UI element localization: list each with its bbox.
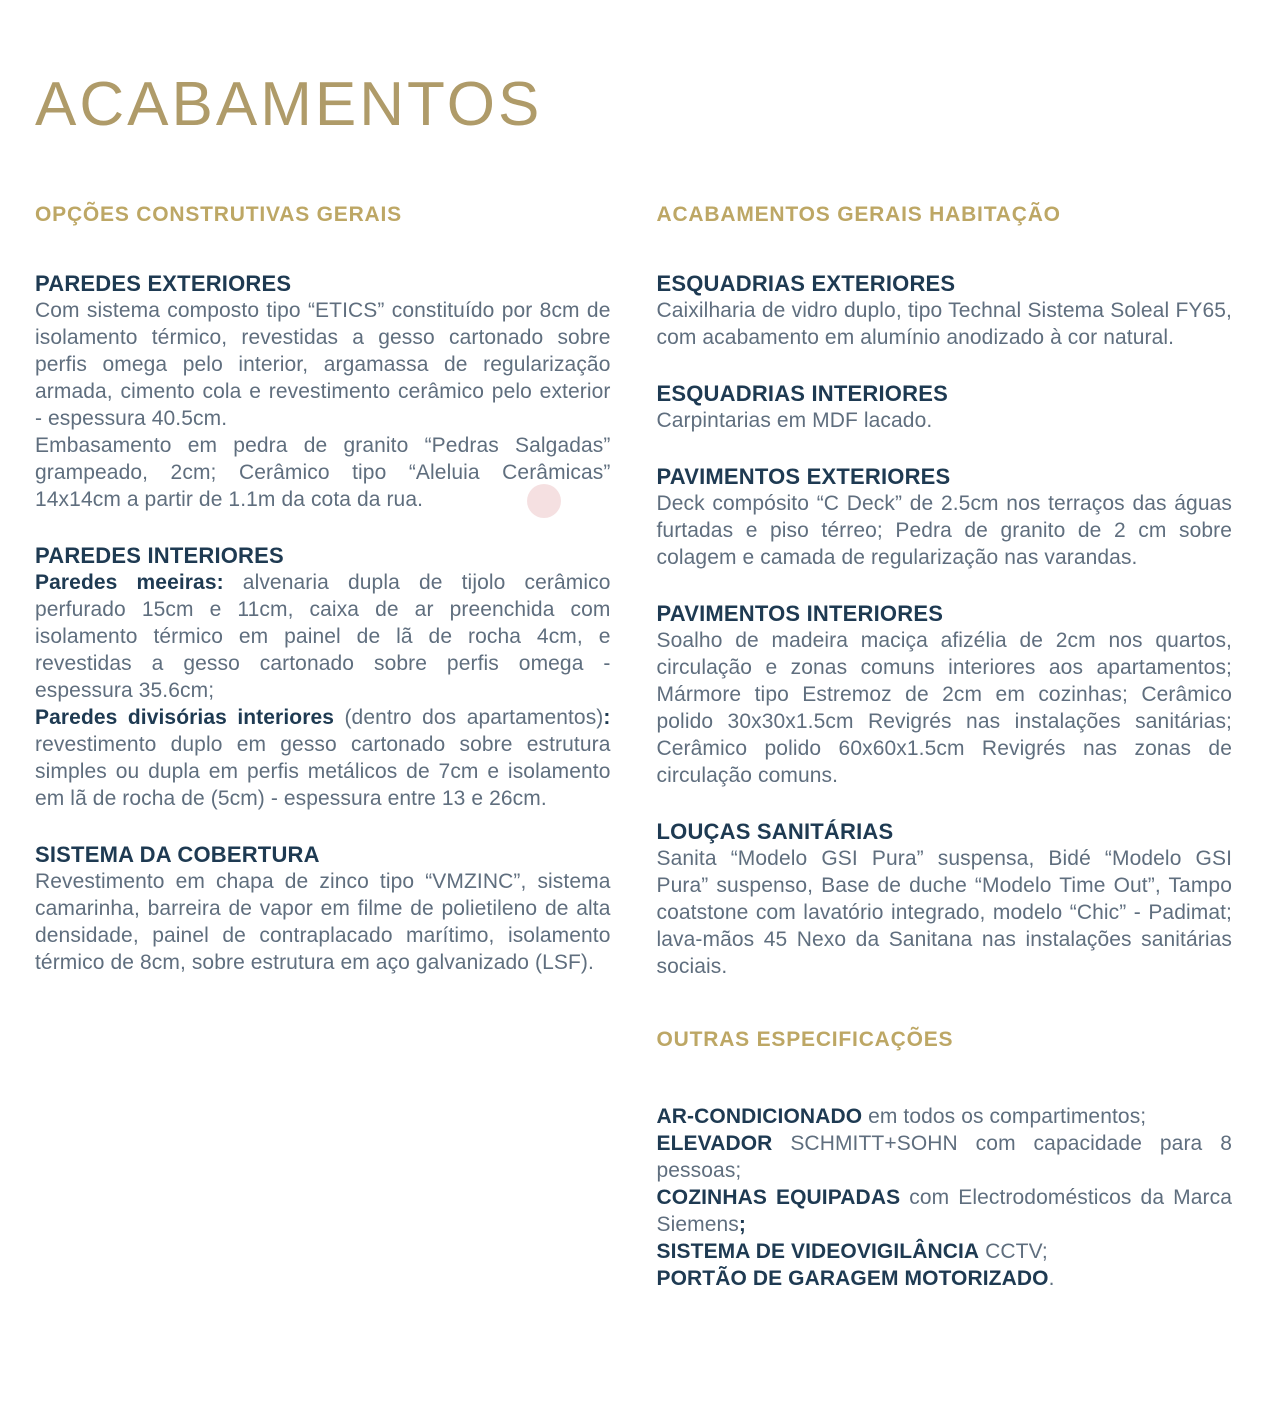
text-run: alvenaria dupla de tijolo cerâmico perfurado 15cm e 11cm, caixa de ar preenchida com isolamento térmico em painel de lã de rocha 4cm, e revestidas a gesso cartonado sobre perfis omega - espessura 35.6cm;: [35, 571, 611, 703]
content-section: [657, 818, 1233, 980]
spec-list: [657, 1103, 1233, 1292]
section-title: ESQUADRIAS EXTERIORES: [656, 271, 956, 297]
section-title: SISTEMA DA COBERTURA: [35, 842, 320, 868]
text-run: (dentro dos apartamentos): [334, 706, 604, 730]
text-run: Deck compósito “C Deck” de 2.5cm nos terraços das águas furtadas e piso térreo; Pedra de granito de 2 cm sobre colagem e camada de regularização nas varandas.: [656, 492, 1232, 570]
text-run: Com sistema composto tipo “ETICS” constituído por 8cm de isolamento térmico, revestidas a gesso cartonado sobre perfis omega pelo interior, argamassa de regularização armada, cimento cola e revestimento cerâmico pelo exterior - espessura 40.5cm.: [35, 299, 611, 431]
column-left: [35, 201, 611, 1292]
text-run: .: [1048, 1267, 1055, 1291]
section-paragraph: [657, 297, 1233, 351]
section-title: PAVIMENTOS EXTERIORES: [656, 464, 951, 490]
text-run: ;: [738, 1213, 746, 1237]
text-run: ELEVADOR: [656, 1132, 773, 1156]
text-run: Paredes divisórias interiores: [35, 706, 335, 730]
text-run: em todos os compartimentos;: [862, 1105, 1147, 1129]
eyebrow-heading: OUTRAS ESPECIFICAÇÕES: [656, 1028, 954, 1052]
text-run: Embasamento em pedra de granito “Pedras Salgadas” grampeado, 2cm; Cerâmico tipo “Aleluia Cerâmicas” 14x14cm a partir de 1.1m da cota da rua.: [35, 434, 611, 512]
content-section: [657, 270, 1233, 351]
text-run: revestimento duplo em gesso cartonado sobre estrutura simples ou dupla em perfis metálicos de 7cm e isolamento em lã de rocha de (5cm) - espessura entre 13 e 26cm.: [35, 733, 611, 811]
spec-item: [657, 1184, 1233, 1238]
section-title: PAVIMENTOS INTERIORES: [656, 601, 944, 627]
content-section: [35, 841, 611, 976]
section-paragraph: [657, 627, 1233, 789]
section-paragraph: [35, 297, 611, 432]
content-section: [657, 463, 1233, 571]
text-run: com Electrodomésticos da Marca Siemens: [656, 1186, 1232, 1237]
column-right: [657, 201, 1233, 1292]
section-paragraph: [35, 432, 611, 513]
text-run: CCTV;: [979, 1240, 1048, 1264]
content-section: [35, 542, 611, 812]
text-run: Caixilharia de vidro duplo, tipo Technal Sistema Soleal FY65, com acabamento em alumínio anodizado à cor natural.: [656, 299, 1232, 350]
text-run: Soalho de madeira maciça afizélia de 2cm nos quartos, circulação e zonas comuns interiores aos apartamentos; Mármore tipo Estremoz de 2cm em cozinhas; Cerâmico polido 30x30x1.5cm Revigrés nas instalações sanitárias; Cerâmico polido 60x60x1.5cm Revigrés nas zonas de circulação comuns.: [656, 629, 1232, 788]
spec-item: [657, 1103, 1233, 1130]
text-run: :: [603, 706, 611, 730]
section-title: ESQUADRIAS INTERIORES: [656, 381, 948, 407]
spec-item: [657, 1238, 1233, 1265]
eyebrow-heading: OPÇÕES CONSTRUTIVAS GERAIS: [35, 203, 402, 227]
section-paragraph: [35, 704, 611, 812]
content-section: [35, 270, 611, 513]
text-run: COZINHAS EQUIPADAS: [656, 1186, 901, 1210]
text-run: PORTÃO DE GARAGEM MOTORIZADO: [656, 1267, 1049, 1291]
eyebrow-heading: ACABAMENTOS GERAIS HABITAÇÃO: [656, 203, 1061, 227]
text-run: SISTEMA DE VIDEOVIGILÂNCIA: [656, 1240, 980, 1264]
section-title: PAREDES EXTERIORES: [35, 271, 292, 297]
text-run: Paredes meeiras:: [35, 571, 224, 595]
text-run: Carpintarias em MDF lacado.: [656, 409, 933, 433]
spec-item: [657, 1130, 1233, 1184]
content-section: [657, 600, 1233, 789]
section-paragraph: [657, 845, 1233, 980]
spec-item: [657, 1265, 1233, 1292]
section-paragraph: [35, 868, 611, 976]
section-paragraph: [657, 490, 1233, 571]
page-title: ACABAMENTOS: [35, 70, 543, 139]
section-title: LOUÇAS SANITÁRIAS: [656, 819, 894, 845]
content-section: [657, 380, 1233, 434]
text-run: Revestimento em chapa de zinco tipo “VMZINC”, sistema camarinha, barreira de vapor em filme de polietileno de alta densidade, painel de contraplacado marítimo, isolamento térmico de 8cm, sobre estrutura em aço galvanizado (LSF).: [35, 870, 611, 975]
text-run: AR-CONDICIONADO: [656, 1105, 863, 1129]
columns: [35, 201, 1232, 1292]
text-run: Sanita “Modelo GSI Pura” suspensa, Bidé “Modelo GSI Pura” suspenso, Base de duche “Modelo Time Out”, Tampo coatstone com lavatório integrado, modelo “Chic” - Padimat; lava-mãos 45 Nexo da Sanitana nas instalações sanitárias sociais.: [656, 847, 1232, 979]
text-run: SCHMITT+SOHN com capacidade para 8 pessoas;: [656, 1132, 1232, 1183]
section-title: PAREDES INTERIORES: [35, 543, 284, 569]
section-paragraph: [35, 569, 611, 704]
section-paragraph: [657, 407, 1233, 434]
